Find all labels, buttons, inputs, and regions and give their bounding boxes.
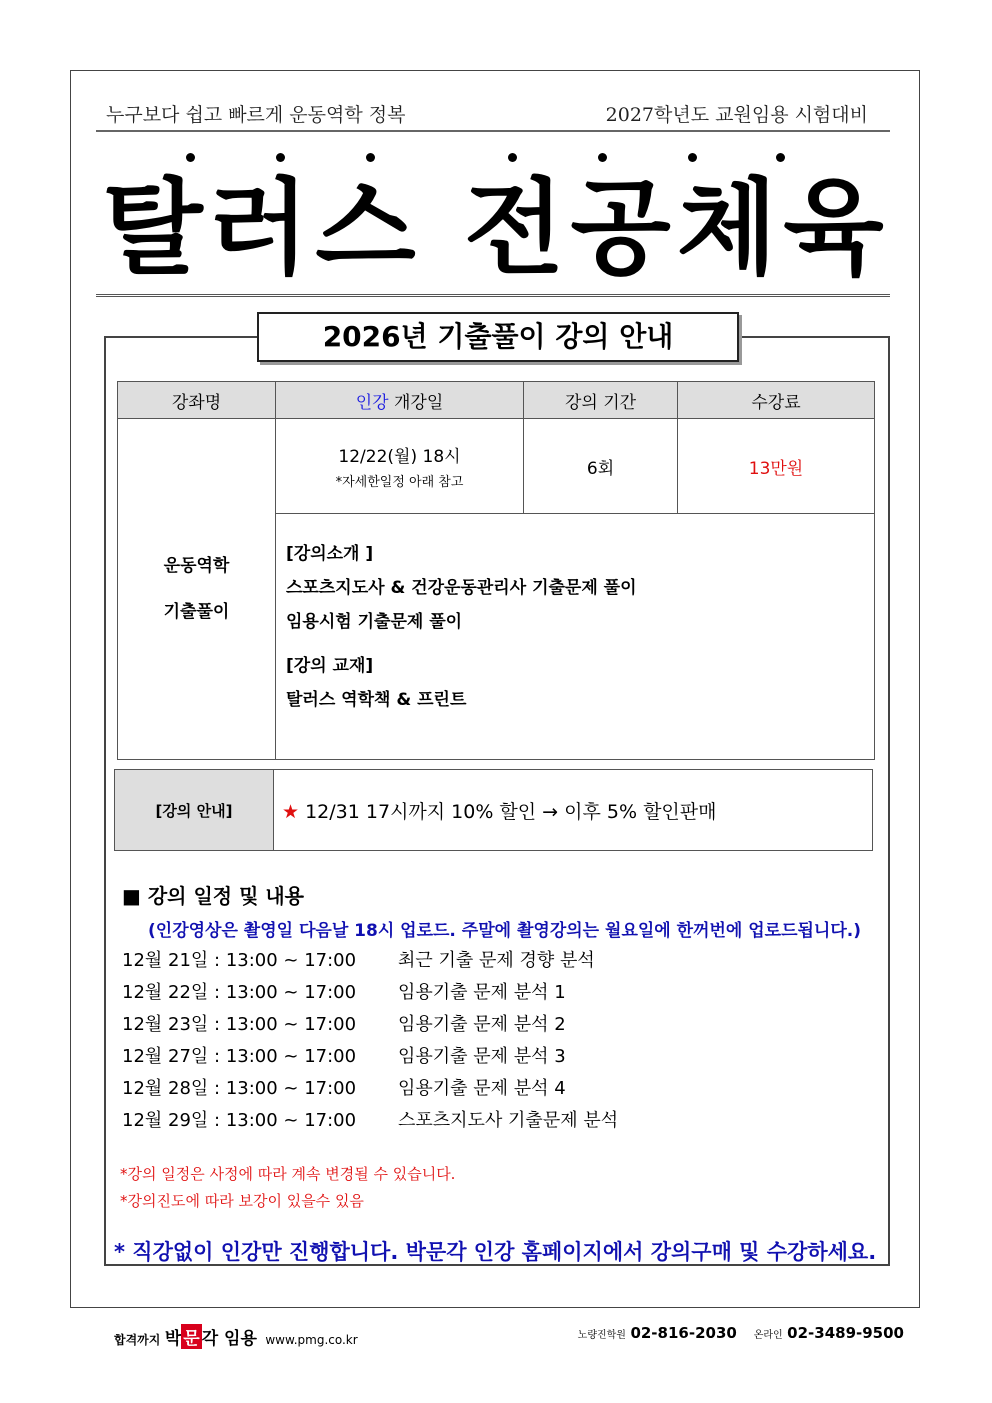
schedule-topic: 임용기출 문제 분석 3 bbox=[398, 1046, 566, 1067]
page-footer bbox=[0, 1320, 992, 1350]
schedule-date: 12월 27일 : 13:00 ~ 17:00 bbox=[122, 1046, 357, 1067]
schedule-topic: 임용기출 문제 분석 2 bbox=[398, 1014, 566, 1035]
main-title: 탈러스 전공체육 bbox=[102, 167, 890, 289]
brand-part-3: 각 bbox=[201, 1329, 219, 1349]
contact-phone-2: 02-3489-9500 bbox=[787, 1324, 904, 1342]
schedule-date: 12월 22일 : 13:00 ~ 17:00 bbox=[122, 982, 357, 1003]
emphasis-dots bbox=[0, 153, 992, 167]
start-note: *자세한일정 아래 참고 bbox=[335, 475, 464, 490]
course-name-line2: 기출풀이 bbox=[163, 602, 230, 622]
intro-line-1: 스포츠지도사 & 건강운동관리사 기출문제 풀이 bbox=[286, 578, 637, 598]
schedule-topic: 임용기출 문제 분석 4 bbox=[398, 1078, 566, 1099]
schedule-date: 12월 23일 : 13:00 ~ 17:00 bbox=[122, 1014, 357, 1035]
header-exam: 2027학년도 교원임용 시험대비 bbox=[605, 104, 868, 126]
notice-label: [강의 안내] bbox=[115, 770, 274, 851]
brand-logo bbox=[165, 1329, 257, 1349]
book-line: 탈러스 역학책 & 프린트 bbox=[286, 690, 467, 710]
schedule-heading: ■ 강의 일정 및 내용 bbox=[122, 884, 304, 908]
star-icon: ★ bbox=[282, 800, 300, 823]
brand-part-4: 임용 bbox=[218, 1329, 257, 1349]
col-start bbox=[276, 382, 524, 419]
contact-label-1: 노량진학원 bbox=[577, 1330, 626, 1341]
header-rule bbox=[96, 130, 890, 132]
notice-table bbox=[114, 769, 873, 851]
top-header bbox=[96, 98, 890, 128]
final-notice: * 직강없이 인강만 진행합니다. 박문각 인강 홈페이지에서 강의구매 및 수강하세요. bbox=[114, 1240, 877, 1264]
start-date: 12/22(월) 18시 bbox=[338, 447, 461, 467]
col-period: 강의 기간 bbox=[524, 382, 678, 419]
dot-1 bbox=[186, 153, 195, 162]
footer-url[interactable]: www.pmg.co.kr bbox=[265, 1333, 358, 1347]
footer-tagline: 합격까지 bbox=[114, 1333, 161, 1347]
footer-contacts bbox=[578, 1324, 904, 1342]
table-row bbox=[115, 770, 873, 851]
col-fee: 수강료 bbox=[678, 382, 875, 419]
schedule-note-2: *강의진도에 따라 보강이 있을수 있음 bbox=[120, 1192, 364, 1210]
notice-content bbox=[274, 770, 873, 851]
schedule-note-1: *강의 일정은 사정에 따라 계속 변경될 수 있습니다. bbox=[120, 1165, 456, 1183]
online-label: 인강 bbox=[355, 392, 389, 413]
contact-phone-1: 02-816-2030 bbox=[630, 1324, 737, 1342]
dot-3 bbox=[366, 153, 375, 162]
dot-7 bbox=[776, 153, 785, 162]
notice-text: 12/31 17시까지 10% 할인 → 이후 5% 할인판매 bbox=[305, 800, 717, 823]
period-cell: 6회 bbox=[524, 419, 678, 514]
contact-label-2: 온라인 bbox=[753, 1330, 783, 1341]
start-cell bbox=[276, 419, 524, 514]
table-header-row bbox=[118, 382, 875, 419]
course-table bbox=[117, 381, 875, 760]
schedule-topic: 최근 기출 문제 경향 분석 bbox=[398, 950, 595, 971]
course-name-cell bbox=[118, 419, 276, 760]
footer-brand bbox=[114, 1324, 358, 1349]
table-row bbox=[118, 419, 875, 514]
intro-line-2: 임용시험 기출문제 풀이 bbox=[286, 612, 463, 632]
schedule-date: 12월 29일 : 13:00 ~ 17:00 bbox=[122, 1110, 357, 1131]
box-title: 2026년 기출풀이 강의 안내 bbox=[257, 312, 739, 362]
description-cell bbox=[276, 514, 875, 760]
fee-cell: 13만원 bbox=[678, 419, 875, 514]
course-name-line1: 운동역학 bbox=[163, 556, 230, 576]
header-slogan: 누구보다 쉽고 빠르게 운동역학 정복 bbox=[106, 104, 406, 126]
title-rule bbox=[96, 294, 890, 300]
schedule-date: 12월 28일 : 13:00 ~ 17:00 bbox=[122, 1078, 357, 1099]
schedule-date: 12월 21일 : 13:00 ~ 17:00 bbox=[122, 950, 357, 971]
brand-part-2: 문 bbox=[181, 1324, 201, 1349]
start-label: 개강일 bbox=[388, 392, 444, 413]
schedule-topic: 임용기출 문제 분석 1 bbox=[398, 982, 566, 1003]
dot-5 bbox=[598, 153, 607, 162]
dot-2 bbox=[276, 153, 285, 162]
dot-6 bbox=[688, 153, 697, 162]
schedule-subnote: (인강영상은 촬영일 다음날 18시 업로드. 주말에 촬영강의는 월요일에 한꺼번에 업로드됩니다.) bbox=[148, 921, 861, 941]
book-heading: [강의 교재] bbox=[286, 656, 374, 676]
dot-4 bbox=[508, 153, 517, 162]
brand-part-1: 박 bbox=[164, 1329, 182, 1349]
schedule-topic: 스포츠지도사 기출문제 분석 bbox=[398, 1110, 619, 1131]
col-course-name: 강좌명 bbox=[118, 382, 276, 419]
intro-heading: [강의소개 ] bbox=[286, 544, 374, 564]
